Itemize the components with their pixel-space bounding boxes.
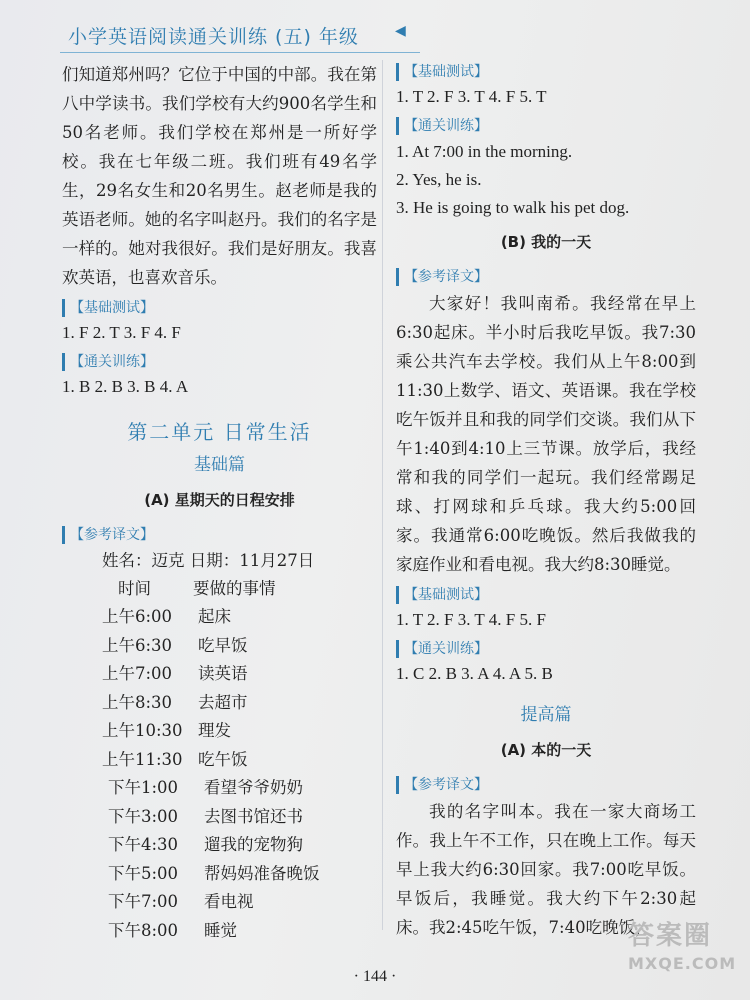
schedule-row <box>62 803 377 832</box>
schedule-row <box>62 689 377 718</box>
schedule-row <box>62 831 377 860</box>
section-b-paragraph: 大家好！我叫南希。我经常在早上6:30起床。半小时后我吃早饭。我7:30乘公共汽车去学校。我们从上午8:00到11:30上数学、语文、英语课。我在学校吃午饭并且和我的同学们交谈。我们从下午1:40到4:10上三节课。放学后，我经常和我的同学们一起玩。我们经常踢足球、打网球和乒乓球。我大约5:00回家。我通常6:00吃晚饭。然后我做我的家庭作业和看电视。我大约8:30睡觉。 <box>396 294 696 574</box>
basic-test-answers: 1. F 2. T 3. F 4. F <box>62 323 181 342</box>
right-pass-training-label: 【通关训练】 <box>396 117 496 135</box>
schedule-time: 上午11:30 <box>102 749 183 769</box>
unit-title: 第二单元 日常生活 <box>127 420 312 444</box>
b-pass-training-answers: 1. C 2. B 3. A 4. A 5. B <box>396 664 553 683</box>
schedule-event: 看望爷爷奶奶 <box>204 778 303 797</box>
pass-training-label: 【通关训练】 <box>62 353 162 371</box>
advanced-section-title: 提高篇 <box>520 705 572 725</box>
basic-test-label: 【基础测试】 <box>62 299 162 317</box>
schedule-event: 去超市 <box>198 692 248 712</box>
column-divider <box>382 60 383 930</box>
schedule-event: 读英语 <box>198 664 248 683</box>
schedule-event: 起床 <box>198 607 231 626</box>
schedule-name-line: 姓名：迈克 日期：11月27日 <box>102 551 315 570</box>
right-basic-test-answers: 1. T 2. F 3. T 4. F 5. T <box>396 87 547 106</box>
schedule-row <box>62 888 377 917</box>
schedule-event: 理发 <box>198 721 231 740</box>
advanced-reference-label: 【参考译文】 <box>396 776 496 794</box>
pass-training-answers: 1. B 2. B 3. B 4. A <box>62 377 189 396</box>
b-basic-test-label: 【基础测试】 <box>396 586 496 604</box>
schedule-time: 下午1:00 <box>108 778 179 797</box>
pass-answer-1: 1. At 7:00 in the morning. <box>396 142 573 161</box>
schedule-time: 下午7:00 <box>108 892 179 911</box>
schedule-time: 上午6:00 <box>102 607 173 626</box>
schedule-row <box>62 603 377 632</box>
b-basic-test-answers: 1. T 2. F 3. T 4. F 5. F <box>396 610 546 629</box>
basic-section-title: 基础篇 <box>194 455 245 475</box>
schedule-event: 睡觉 <box>204 920 237 940</box>
schedule-time: 上午8:30 <box>102 692 173 712</box>
b-pass-training-label: 【通关训练】 <box>396 640 496 658</box>
schedule-table <box>62 603 377 945</box>
watermark-cn: 答案圈 <box>628 921 713 951</box>
pass-answer-3: 3. He is going to walk his pet dog. <box>396 198 630 217</box>
schedule-row <box>62 717 377 746</box>
right-reference-label: 【参考译文】 <box>396 268 496 286</box>
right-basic-test-label: 【基础测试】 <box>396 63 496 81</box>
schedule-event: 看电视 <box>204 892 254 911</box>
schedule-event: 帮妈妈准备晚饭 <box>204 863 320 883</box>
watermark-en: MXQE.COM <box>628 954 737 973</box>
left-column <box>62 60 377 945</box>
schedule-row <box>62 917 377 946</box>
schedule-header: 时间 要做的事情 <box>118 579 276 598</box>
schedule-event: 遛我的宠物狗 <box>204 835 303 854</box>
pass-answer-2: 2. Yes, he is. <box>396 170 482 189</box>
schedule-time: 上午7:00 <box>102 664 173 683</box>
page-header <box>60 18 460 50</box>
schedule-time: 下午5:00 <box>108 863 179 883</box>
schedule-row <box>62 632 377 661</box>
schedule-row <box>62 746 377 775</box>
schedule-time: 下午4:30 <box>108 835 179 854</box>
intro-paragraph: 们知道郑州吗？它位于中国的中部。我在第八中学读书。我们学校有大约900名学生和50名老师。我们学校在郑州是一所好学校。我在七年级二班。我们班有49名学生，29名女生和20名男生。赵老师是我的英语老师。她的名字叫赵丹。我们的名字是一样的。她对我很好。我们是好朋友。我喜欢英语，也喜欢音乐。 <box>62 65 377 287</box>
advanced-paragraph: 我的名字叫本。我在一家大商场工作。我上午不工作，只在晚上工作。每天早上我大约6:30回家。我7:00吃早饭。早饭后，我睡觉。我大约下午2:30起床。我2:45吃午饭，7:40吃晚饭， <box>396 802 696 937</box>
header-title: 小学英语阅读通关训练 (五) 年级 <box>68 26 359 48</box>
watermark-logo <box>628 915 748 995</box>
header-arrow-icon: ◀ <box>395 23 406 39</box>
schedule-time: 下午8:00 <box>108 920 179 940</box>
schedule-event: 去图书馆还书 <box>204 806 303 826</box>
section-b-title: (B) 我的一天 <box>500 233 592 251</box>
right-column <box>396 60 696 942</box>
advanced-a-title: (A) 本的一天 <box>500 741 592 759</box>
schedule-row <box>62 660 377 689</box>
reference-translation-label: 【参考译文】 <box>62 526 162 544</box>
schedule-time: 下午3:00 <box>108 806 179 826</box>
header-rule <box>60 52 420 53</box>
schedule-row <box>62 774 377 803</box>
schedule-time: 上午10:30 <box>102 721 183 740</box>
schedule-event: 吃午饭 <box>198 749 248 769</box>
schedule-row <box>62 860 377 889</box>
page-number: · 144 · <box>353 968 397 985</box>
schedule-time: 上午6:30 <box>102 635 173 655</box>
section-a-title: (A) 星期天的日程安排 <box>144 491 295 509</box>
schedule-event: 吃早饭 <box>198 635 248 655</box>
